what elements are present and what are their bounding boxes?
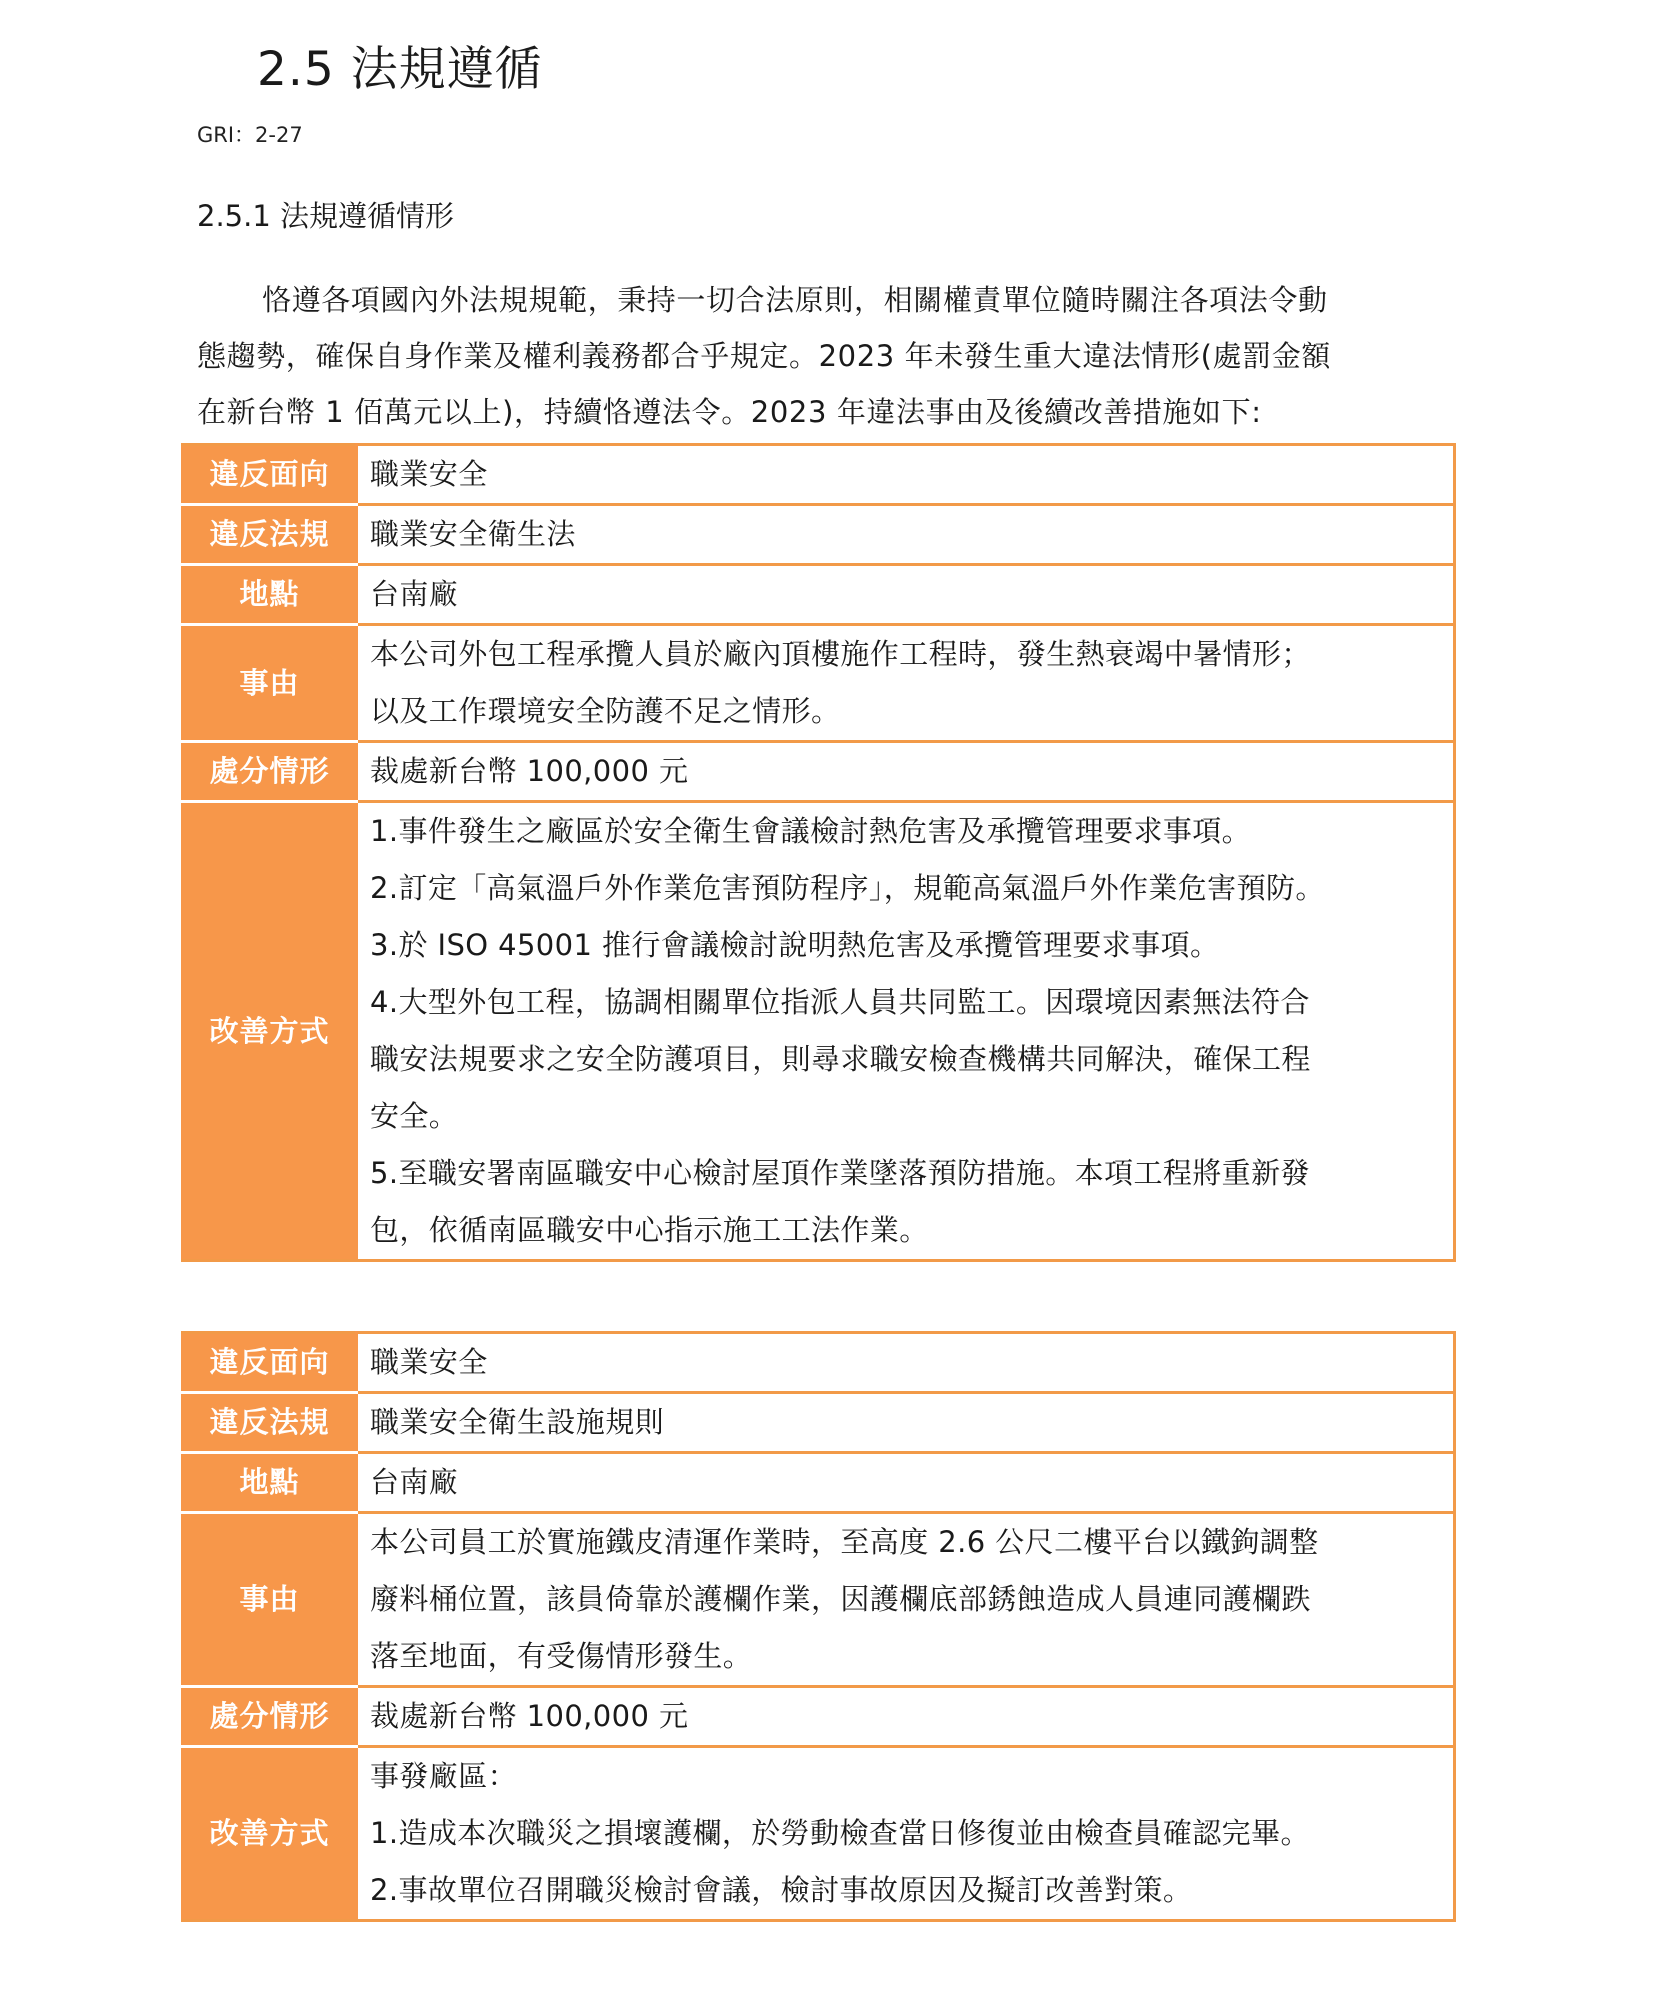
table-row: [183, 1333, 1455, 1393]
value-improvement: [357, 802, 1455, 1261]
table-row: [183, 1687, 1455, 1747]
value-penalty: 裁處新台幣 100,000 元: [357, 1687, 1455, 1747]
improvement-line: 4.大型外包工程，協調相關單位指派人員共同監工。因環境因素無法符合: [370, 985, 1310, 1019]
violation-table-2: [181, 1331, 1456, 1922]
improvement-line: 事發廠區：: [370, 1759, 518, 1793]
label-penalty: 處分情形: [183, 1687, 357, 1747]
label-aspect: 違反面向: [183, 1333, 357, 1393]
reason-line: 以及工作環境安全防護不足之情形。: [370, 694, 841, 728]
reason-line: 落至地面，有受傷情形發生。: [370, 1639, 753, 1673]
label-location: 地點: [183, 1453, 357, 1513]
paragraph-line: 恪遵各項國內外法規規範，秉持一切合法原則，相關權責單位隨時關注各項法令動: [262, 283, 1328, 317]
value-penalty: 裁處新台幣 100,000 元: [357, 742, 1455, 802]
label-improvement: 改善方式: [183, 802, 357, 1261]
value-law: 職業安全衛生設施規則: [357, 1393, 1455, 1453]
table-row: [183, 742, 1455, 802]
label-location: 地點: [183, 565, 357, 625]
intro-paragraph: [197, 272, 1465, 440]
table-row: [183, 445, 1455, 505]
improvement-line: 1.造成本次職災之損壞護欄，於勞動檢查當日修復並由檢查員確認完畢。: [370, 1816, 1310, 1850]
value-reason: [357, 625, 1455, 742]
improvement-line: 安全。: [370, 1099, 459, 1133]
label-reason: 事由: [183, 625, 357, 742]
reason-line: 本公司外包工程承攬人員於廠內頂樓施作工程時，發生熱衰竭中暑情形；: [370, 637, 1311, 671]
improvement-line: 1.事件發生之廠區於安全衛生會議檢討熱危害及承攬管理要求事項。: [370, 814, 1252, 848]
improvement-line: 5.至職安署南區職安中心檢討屋頂作業墜落預防措施。本項工程將重新發: [370, 1156, 1310, 1190]
table-row: [183, 1747, 1455, 1921]
value-aspect: 職業安全: [357, 1333, 1455, 1393]
label-law: 違反法規: [183, 505, 357, 565]
table-row: [183, 802, 1455, 1261]
section-title: 2.5 法規遵循: [257, 42, 543, 97]
value-aspect: 職業安全: [357, 445, 1455, 505]
label-penalty: 處分情形: [183, 742, 357, 802]
value-location: 台南廠: [357, 1453, 1455, 1513]
value-reason: [357, 1513, 1455, 1687]
gri-reference: GRI：2-27: [197, 123, 303, 147]
label-improvement: 改善方式: [183, 1747, 357, 1921]
reason-line: 本公司員工於實施鐵皮清運作業時，至高度 2.6 公尺二樓平台以鐵鉤調整: [370, 1525, 1319, 1559]
table-row: [183, 1513, 1455, 1687]
improvement-line: 包，依循南區職安中心指示施工工法作業。: [370, 1213, 929, 1247]
paragraph-line: 在新台幣 1 佰萬元以上)，持續恪遵法令。2023 年違法事由及後續改善措施如下:: [197, 395, 1262, 429]
label-aspect: 違反面向: [183, 445, 357, 505]
paragraph-line: 態趨勢，確保自身作業及權利義務都合乎規定。2023 年未發生重大違法情形(處罰金額: [197, 339, 1331, 373]
table-row: [183, 565, 1455, 625]
table-row: [183, 1393, 1455, 1453]
table-row: [183, 1453, 1455, 1513]
improvement-line: 2.事故單位召開職災檢討會議，檢討事故原因及擬訂改善對策。: [370, 1873, 1193, 1907]
table-row: [183, 625, 1455, 742]
improvement-line: 職安法規要求之安全防護項目，則尋求職安檢查機構共同解決，確保工程: [370, 1042, 1311, 1076]
improvement-line: 2.訂定「高氣溫戶外作業危害預防程序」，規範高氣溫戶外作業危害預防。: [370, 871, 1325, 905]
label-reason: 事由: [183, 1513, 357, 1687]
value-improvement: [357, 1747, 1455, 1921]
reason-line: 廢料桶位置，該員倚靠於護欄作業，因護欄底部銹蝕造成人員連同護欄跌: [370, 1582, 1311, 1616]
subsection-title: 2.5.1 法規遵循情形: [197, 199, 455, 233]
improvement-line: 3.於 ISO 45001 推行會議檢討說明熱危害及承攬管理要求事項。: [370, 928, 1220, 962]
value-law: 職業安全衛生法: [357, 505, 1455, 565]
value-location: 台南廠: [357, 565, 1455, 625]
label-law: 違反法規: [183, 1393, 357, 1453]
violation-table-1: [181, 443, 1456, 1262]
table-row: [183, 505, 1455, 565]
